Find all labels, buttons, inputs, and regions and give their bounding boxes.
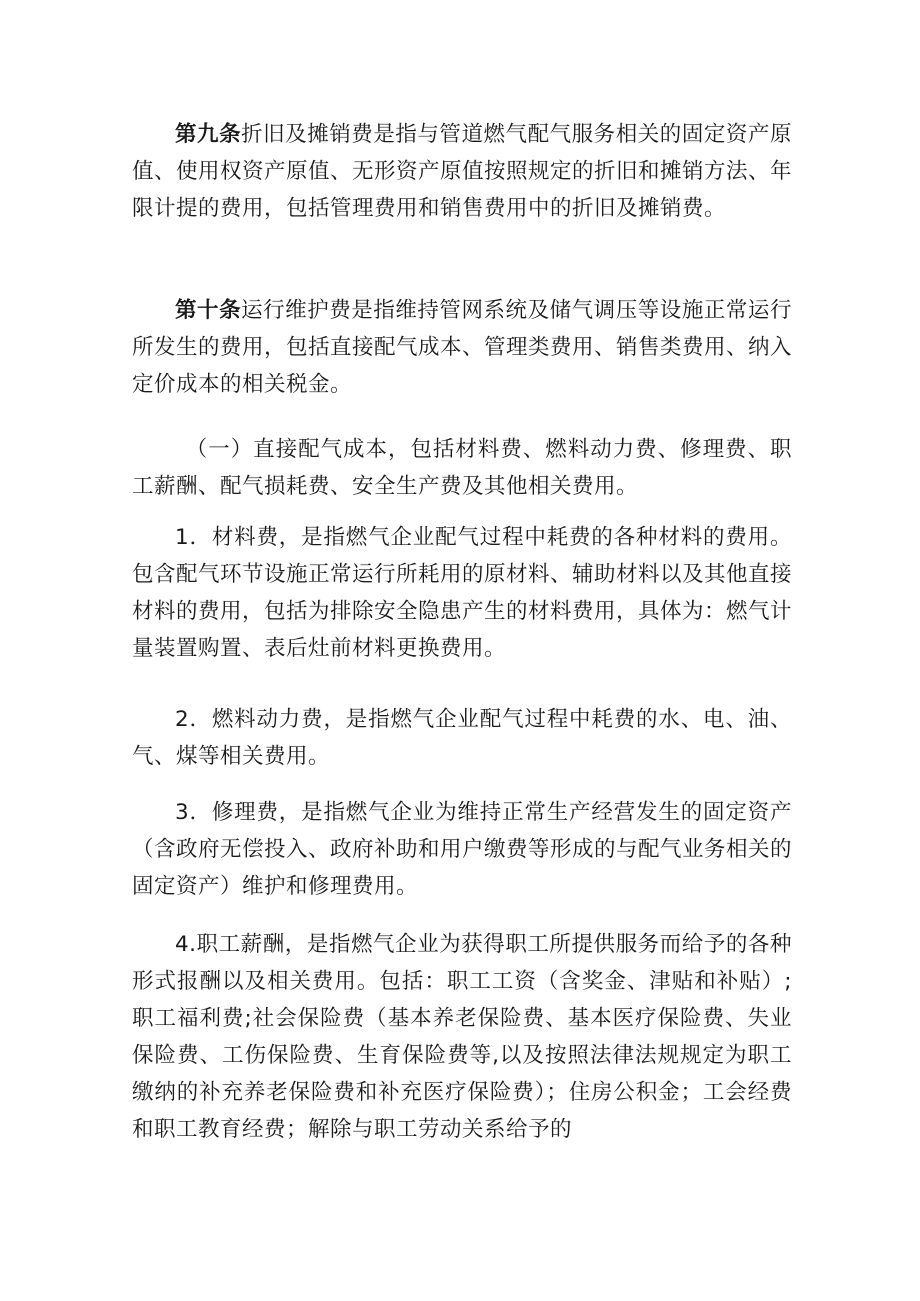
item-3-paragraph: 3．修理费，是指燃气企业为维持正常生产经营发生的固定资产（含政府无偿投入、政府补助和用户缴费等形成的与配气业务相关的固定资产）维护和修理费用。 [132, 800, 793, 899]
article-9-heading: 第九条 [175, 122, 242, 147]
item-2-paragraph: 2．燃料动力费，是指燃气企业配气过程中耗费的水、电、油、气、煤等相关费用。 [132, 707, 792, 769]
article-10-paragraph [132, 292, 792, 403]
item-1-paragraph: 1．材料费，是指燃气企业配气过程中耗费的各种材料的费用。包含配气环节设施正常运行所耗用的原材料、辅助材料以及其他直接材料的费用，包括为排除安全隐患产生的材料费用，具体为：燃气计量装置购置、表后灶前材料更换费用。 [132, 525, 793, 661]
article-9-body: 折旧及摊销费是指与管道燃气配气服务相关的固定资产原值、使用权资产原值、无形资产原值按照规定的折旧和摊销方法、年限计提的费用，包括管理费用和销售费用中的折旧及摊销费。 [132, 122, 793, 221]
article-10-heading: 第十条 [175, 298, 242, 323]
section-1-paragraph: （一）直接配气成本，包括材料费、燃料动力费、修理费、职工薪酬、配气损耗费、安全生产费及其他相关费用。 [132, 437, 792, 499]
article-10-body: 运行维护费是指维持管网系统及储气调压等设施正常运行所发生的费用，包括直接配气成本、管理类费用、销售类费用、纳入定价成本的相关税金。 [132, 298, 793, 397]
article-9-paragraph [132, 116, 792, 227]
item-4-paragraph: 4.职工薪酬，是指燃气企业为获得职工所提供服务而给予的各种形式报酬以及相关费用。包括：职工工资（含奖金、津贴和补贴）;职工福利费;社会保险费（基本养老保险费、基本医疗保险费、失业保险费、工伤保险费、生育保险费等,以及按照法律法规规定为职工缴纳的补充养老保险费和补充医疗保险费）；住房公积金；工会经费和职工教育经费；解除与职工劳动关系给予的 [132, 932, 792, 1142]
